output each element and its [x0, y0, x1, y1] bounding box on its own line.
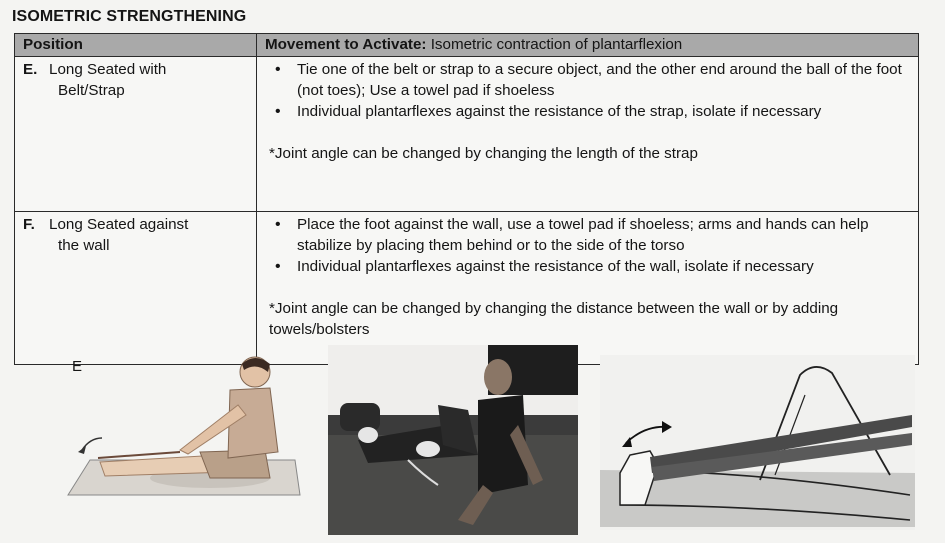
list-item: [269, 256, 908, 277]
list-item: [269, 214, 908, 256]
position-line: Long Seated with: [49, 61, 167, 78]
header-position: Position: [15, 34, 257, 57]
row-letter: F.: [23, 216, 35, 233]
figure-e-illustration: [60, 350, 310, 500]
list-item: [269, 101, 908, 122]
row-letter: E.: [23, 61, 38, 78]
figure-f-photo: [328, 345, 578, 535]
bullet-icon: •: [275, 216, 281, 233]
bullet-icon: •: [275, 103, 281, 120]
table-header-row: [15, 34, 919, 57]
bullet-text: Individual plantarflexes against the resistance of the strap, isolate if necessary: [297, 103, 822, 120]
header-movement-label: Movement to Activate:: [265, 36, 427, 53]
note-text: *Joint angle can be changed by changing the length of the strap: [269, 145, 698, 162]
figure-e-label: E: [72, 358, 83, 375]
bullet-text: Tie one of the belt or strap to a secure object, and the other end around the ball of the foot (not toes); Use a towel pad if shoeless: [297, 61, 902, 99]
header-movement-desc: Isometric contraction of plantarflexion: [426, 36, 683, 53]
figure-g-illustration: [600, 355, 915, 530]
position-cell: [15, 212, 257, 365]
movement-cell: [257, 212, 919, 365]
position-line: Belt/Strap: [58, 82, 125, 99]
page-title: ISOMETRIC STRENGTHENING: [12, 8, 247, 25]
bullet-text: Individual plantarflexes against the resistance of the wall, isolate if necessary: [297, 258, 814, 275]
table-row: [15, 212, 919, 365]
position-line: the wall: [58, 237, 110, 254]
movement-cell: [257, 57, 919, 212]
position-line: Long Seated against: [49, 216, 189, 233]
table-row: [15, 57, 919, 212]
note-text: *Joint angle can be changed by changing the distance between the wall or by adding towels/bolsters: [269, 300, 839, 338]
exercise-table: [14, 33, 919, 365]
bullet-icon: •: [275, 258, 281, 275]
header-movement: [257, 34, 919, 57]
list-item: [269, 59, 908, 101]
bullet-icon: •: [275, 61, 281, 78]
bullet-text: Place the foot against the wall, use a towel pad if shoeless; arms and hands can help stabilize by placing them behind or to the side of the torso: [297, 216, 869, 254]
position-cell: [15, 57, 257, 212]
